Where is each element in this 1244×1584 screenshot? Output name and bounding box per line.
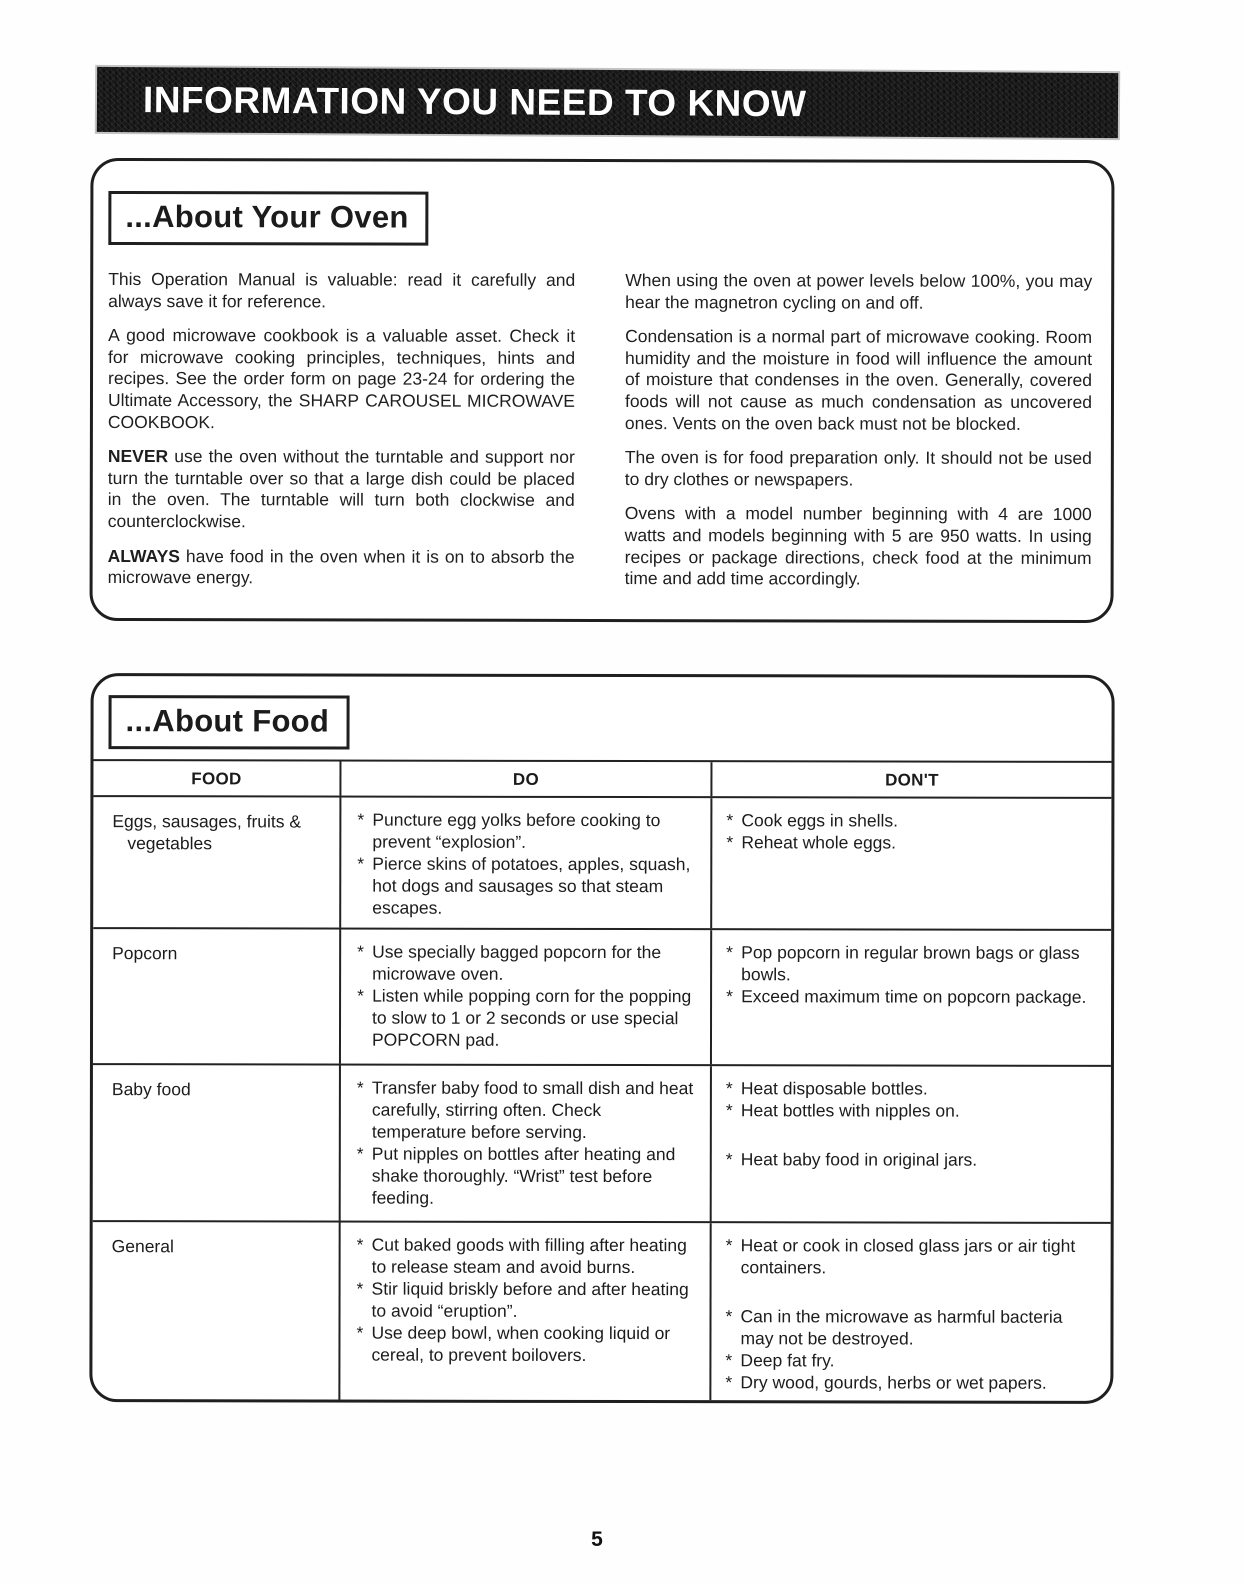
page-number: 5 [591, 1528, 603, 1551]
dont-cell [710, 930, 1111, 1065]
bullet-item [357, 1234, 700, 1279]
dont-cell [710, 1066, 1111, 1222]
food-table [92, 759, 1111, 1401]
bullet-text: Use specially bagged popcorn for the microwave oven. [372, 941, 662, 984]
bullet-text: Reheat whole eggs. [741, 832, 897, 853]
food-table-row [93, 1063, 1111, 1222]
bold-keyword: NEVER [107, 446, 169, 467]
asterisk-bullet: * [726, 942, 733, 963]
about-food-title-label: ...About Food [125, 703, 330, 739]
asterisk-bullet: * [725, 1350, 733, 1371]
asterisk-bullet: * [726, 986, 733, 1007]
bullet-text: Heat or cook in closed glass jars or air tight containers. [740, 1235, 1076, 1278]
asterisk-bullet: * [357, 853, 365, 874]
bullet-item [726, 1077, 1099, 1100]
asterisk-bullet: * [725, 1100, 733, 1121]
food-table-header [93, 759, 1111, 797]
asterisk-bullet: * [725, 1306, 733, 1327]
paragraph: ALWAYS have food in the oven when it is on to absorb the microwave energy. [107, 545, 575, 588]
bullet-item [357, 941, 700, 986]
bullet-item [357, 809, 700, 854]
bullet-item [726, 831, 1099, 854]
do-cell [339, 1066, 710, 1222]
about-oven-columns [93, 245, 1112, 604]
column-header-dont: DON'T [710, 762, 1111, 797]
asterisk-bullet: * [726, 832, 734, 853]
about-oven-title [108, 191, 428, 246]
bullet-item [726, 809, 1099, 832]
paragraph: A good microwave cookbook is a valuable asset. Check it for microwave cooking principles, techniques, hints and recipes. See the order form on page 23-24 for ordering the Ultimate Accessory, the SHARP CAROUSEL MICROWAVE COOKBOOK. [107, 325, 576, 432]
paragraph: This Operation Manual is valuable: read it carefully and always save it for reference. [108, 268, 576, 312]
bold-keyword: ALWAYS [107, 545, 180, 566]
about-food-title [109, 695, 350, 749]
bullet-text: Heat bottles with nipples on. [740, 1100, 960, 1121]
paragraph: When using the oven at power levels below 100%, you may hear the magnetron cycling on and off. [625, 270, 1093, 313]
food-table-body [92, 795, 1111, 1401]
bullet-item [725, 1349, 1098, 1372]
bullet-text: Puncture egg yolks before cooking to prevent “explosion”. [372, 809, 661, 852]
asterisk-bullet: * [725, 1078, 733, 1099]
food-cell: Baby food [111, 1079, 191, 1100]
bullet-text: Listen while popping corn for the popping to slow to 1 or 2 seconds or use special POPCORN pad. [371, 985, 692, 1050]
asterisk-bullet: * [725, 1235, 733, 1256]
bullet-item [726, 1234, 1099, 1279]
bullet-item [357, 1278, 700, 1323]
about-oven-section [90, 158, 1115, 623]
bullet-text: Pop popcorn in regular brown bags or glass bowls. [741, 942, 1080, 985]
paragraph: The oven is for food preparation only. It should not be used to dry clothes or newspapers. [624, 447, 1092, 490]
do-cell [339, 930, 710, 1065]
bullet-text: Deep fat fry. [740, 1350, 835, 1371]
bullet-text: Use deep bowl, when cooking liquid or cereal, to prevent boilovers. [371, 1322, 671, 1365]
asterisk-bullet: * [356, 1278, 364, 1299]
bullet-item [357, 853, 700, 920]
bullet-item [726, 941, 1099, 986]
asterisk-bullet: * [356, 1143, 364, 1164]
bullet-text: Can in the microwave as harmful bacteria may not be destroyed. [740, 1306, 1063, 1349]
bullet-item [357, 985, 700, 1052]
about-oven-right-column [625, 270, 1093, 604]
bullet-text: Cook eggs in shells. [741, 810, 899, 831]
food-table-row [93, 927, 1111, 1065]
paragraph: Condensation is a normal part of microwave cooking. Room humidity and the moisture in food will influence the amount of moisture that condenses in the oven. Generally, covered foods will not cause as much condensation as uncovered ones. Vents on the oven back must not be blocked. [624, 326, 1093, 434]
bullet-text: Pierce skins of potatoes, apples, squash, hot dogs and sausages so that steam escapes. [372, 853, 691, 918]
food-cell: Popcorn [112, 943, 178, 964]
do-cell [338, 1223, 709, 1401]
column-header-food: FOOD [191, 769, 242, 789]
bullet-text: Heat baby food in original jars. [740, 1149, 978, 1170]
bullet-item [356, 1322, 699, 1367]
bullet-item [357, 1077, 700, 1144]
asterisk-bullet: * [357, 941, 364, 962]
bullet-text: Cut baked goods with filling after heating to release steam and avoid burns. [371, 1234, 687, 1278]
food-cell: General [111, 1236, 174, 1257]
bullet-text: Stir liquid briskly before and after heating to avoid “eruption”. [371, 1278, 689, 1321]
bullet-item [357, 1143, 700, 1210]
paragraph: Ovens with a model number beginning with 4 are 1000 watts and models beginning with 5 are 950 watts. In using recipes or package directions, check food at the minimum time and add time accordingly. [624, 503, 1092, 589]
bullet-item [726, 985, 1099, 1008]
banner-title: INFORMATION YOU NEED TO KNOW [142, 78, 807, 124]
food-cell: Eggs, sausages, fruits & vegetables [112, 811, 302, 854]
paragraph: NEVER use the oven without the turntable and support nor turn the turntable over so that a large dish could be placed in the oven. The turntable will turn both clockwise and counterclockwise. [107, 446, 575, 532]
asterisk-bullet: * [356, 1077, 364, 1098]
asterisk-bullet: * [356, 1322, 364, 1343]
bullet-text: Transfer baby food to small dish and heat carefully, stirring often. Check temperature before serving. [371, 1077, 694, 1142]
about-food-section [89, 673, 1114, 1404]
about-oven-title-label: ...About Your Oven [125, 199, 409, 235]
about-oven-left-column [108, 269, 576, 603]
bullet-text: Put nipples on bottles after heating and shake thoroughly. “Wrist” test before feeding. [371, 1143, 676, 1208]
asterisk-bullet: * [726, 810, 734, 831]
section-banner [97, 67, 1118, 138]
bullet-text: Dry wood, gourds, herbs or wet papers. [740, 1372, 1047, 1393]
bullet-item [725, 1305, 1098, 1350]
asterisk-bullet: * [725, 1149, 733, 1170]
asterisk-bullet: * [356, 1234, 364, 1255]
do-cell [339, 798, 710, 929]
asterisk-bullet: * [357, 809, 365, 830]
bullet-text: Exceed maximum time on popcorn package. [741, 986, 1087, 1007]
food-table-row [93, 795, 1111, 929]
food-table-row [92, 1220, 1110, 1401]
dont-cell [710, 798, 1111, 929]
asterisk-bullet: * [725, 1372, 733, 1393]
bullet-text: Heat disposable bottles. [740, 1078, 928, 1099]
column-header-do: DO [339, 762, 710, 797]
bullet-item [725, 1371, 1098, 1394]
dont-cell [709, 1223, 1110, 1401]
asterisk-bullet: * [357, 985, 364, 1006]
bullet-item [726, 1099, 1099, 1122]
bullet-item [726, 1148, 1099, 1171]
